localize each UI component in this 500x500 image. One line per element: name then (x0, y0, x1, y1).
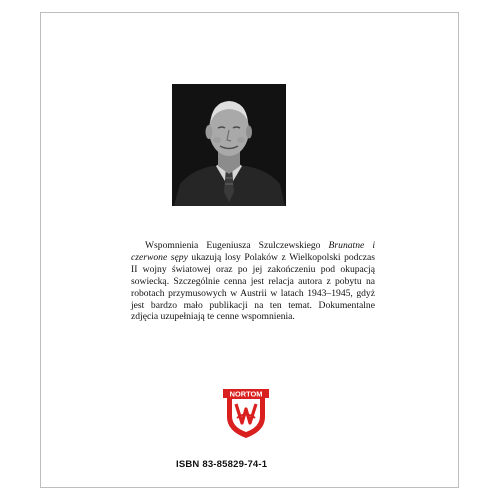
publisher-logo-text: NORTOM (229, 389, 263, 399)
author-portrait-photo (172, 84, 286, 206)
isbn-number: ISBN 83-85829-74-1 (176, 459, 268, 470)
description-text-rest: ukazują losy Polaków z Wielkopolski podczas II wojny światowej oraz po jej zakończeniu pod okupacją sowiecką. Szczególnie cenna jest relacja autora z pobytu na robotach przymusowych w Austrii w latach 1943–1945, gdyż jest bardzo mało publikacji na ten temat. Dokumentalne zdjęcia uzupełniają te cenne wspomnienia. (131, 251, 375, 323)
book-description (131, 240, 375, 323)
publisher-logo (223, 387, 269, 439)
description-text-start: Wspomnienia Eugeniusza Szulczewskiego (145, 240, 329, 251)
book-title: Brunatne i czerwone sępy (131, 240, 375, 263)
